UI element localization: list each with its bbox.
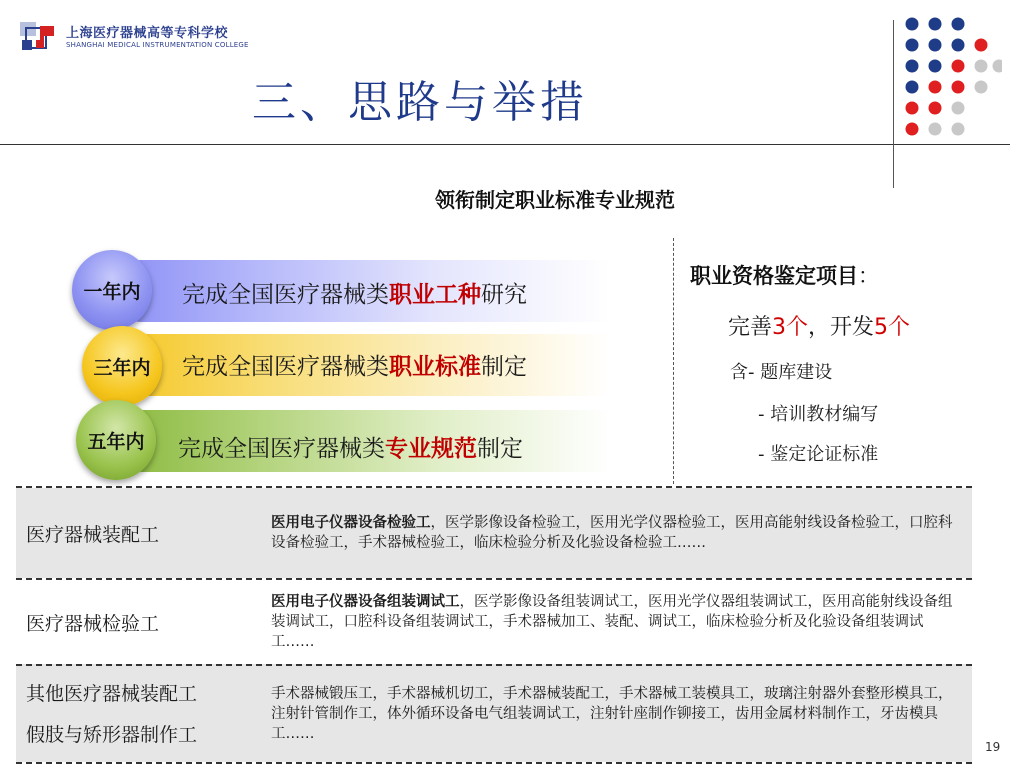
timeline-text-suffix: 研究: [481, 282, 527, 308]
table-row-text: [271, 592, 962, 652]
timeline-text-highlight: 职业工种: [389, 282, 481, 308]
table-row-label-group: [16, 666, 271, 762]
summary-text: ，开发: [808, 315, 875, 340]
table-row-body-text: ，医学影像设备组装调试工，医用光学仪器组装调试工，医用高能射线设备组装调试工，口腔科设备组装调试工，手术器械加工、装配、调试工，临床检验分析及化验设备组装调试工……: [271, 594, 953, 650]
summary-text: 完善: [728, 315, 773, 340]
dot: [952, 18, 965, 31]
dot: [975, 81, 988, 94]
dot: [952, 81, 965, 94]
dot: [906, 39, 919, 52]
timeline-badge-1: 一年内: [72, 250, 152, 330]
decorative-dots-icon: [902, 14, 1002, 139]
dot: [906, 123, 919, 136]
dot: [975, 60, 988, 73]
dot: [929, 123, 942, 136]
dot: [952, 39, 965, 52]
table-row: [16, 664, 972, 762]
dot: [906, 60, 919, 73]
timeline-text-highlight: 专业规范: [385, 436, 477, 462]
qualification-item-appraisal-standard: - 鉴定论证标准: [758, 444, 879, 465]
summary-count-develop: 5个: [874, 315, 911, 340]
timeline-text-3: [178, 430, 523, 463]
dot: [929, 102, 942, 115]
slide-title: 三、思路与举措: [252, 77, 588, 128]
summary-count-improve: 3个: [772, 315, 809, 340]
timeline-text-suffix: 制定: [481, 354, 527, 380]
table-row-content: [271, 488, 972, 578]
qualification-item-question-bank: 含- 题库建设: [730, 362, 833, 383]
timeline-text-highlight: 职业标准: [389, 354, 481, 380]
table-row-label-secondary: 假肢与矫形器制作工: [26, 724, 198, 746]
qualification-summary: [728, 310, 910, 341]
page-number: 19: [985, 740, 1001, 754]
dot: [906, 81, 919, 94]
panel-dashed-divider: [673, 238, 674, 484]
qualification-item-training-materials: - 培训教材编写: [758, 404, 879, 425]
table-row: [16, 578, 972, 664]
table-row-label: 医疗器械装配工: [26, 523, 160, 546]
dot: [975, 39, 988, 52]
table-row-content: [271, 580, 972, 664]
timeline-badge-2: 三年内: [82, 326, 162, 406]
table-row-label: 其他医疗器械装配工: [26, 683, 198, 705]
table-row-bold-text: 医用电子仪器设备组装调试工: [271, 594, 460, 610]
table-row-body-text: ，医学影像设备检验工，医用光学仪器检验工，医用高能射线设备检验工，口腔科设备检验工，手术器械检验工，临床检验分析及化验设备检验工……: [271, 515, 953, 551]
logo-chinese-name: 上海医疗器械高等专科学校: [66, 26, 229, 41]
table-row-body-text: 手术器械锻压工，手术器械机切工，手术器械装配工，手术器械工装模具工，玻璃注射器外套整形模具工，注射针管制作工，体外循环设备电气组装调试工，注射针座制作铆接工，齿用金属材料制作工，牙齿模具工……: [271, 686, 953, 742]
timeline-text-prefix: 完成全国医疗器械类: [182, 354, 389, 380]
timeline-text-prefix: 完成全国医疗器械类: [178, 436, 385, 462]
timeline-text-2: [182, 348, 527, 381]
timeline-text-prefix: 完成全国医疗器械类: [182, 282, 389, 308]
qualification-title-colon: ：: [858, 264, 879, 288]
header-divider: [0, 144, 1010, 145]
dot: [929, 81, 942, 94]
header-vertical-divider: [893, 20, 894, 188]
dot: [929, 60, 942, 73]
dot: [929, 39, 942, 52]
qualification-title: [690, 260, 879, 290]
timeline-text-1: [182, 276, 527, 309]
table-row: [16, 488, 972, 578]
dot: [906, 18, 919, 31]
timeline-badge-3: 五年内: [76, 400, 156, 480]
table-row-text: [271, 513, 962, 553]
dot: [993, 60, 1003, 73]
college-logo: [18, 20, 268, 54]
table-row-content: [271, 666, 972, 762]
logo-english-name: SHANGHAI MEDICAL INSTRUMENTATION COLLEGE: [66, 41, 249, 49]
dot: [929, 18, 942, 31]
college-logo-mark: [18, 20, 58, 54]
dot: [952, 123, 965, 136]
occupation-table: [16, 486, 972, 764]
section-subtitle: 领衔制定职业标准专业规范: [435, 188, 675, 212]
table-row-bold-text: 医用电子仪器设备检验工: [271, 515, 431, 531]
qualification-title-text: 职业资格鉴定项目: [690, 264, 858, 288]
timeline-text-suffix: 制定: [477, 436, 523, 462]
dot: [906, 102, 919, 115]
dot: [952, 102, 965, 115]
dot: [952, 60, 965, 73]
table-row-label: 医疗器械检验工: [26, 612, 160, 635]
